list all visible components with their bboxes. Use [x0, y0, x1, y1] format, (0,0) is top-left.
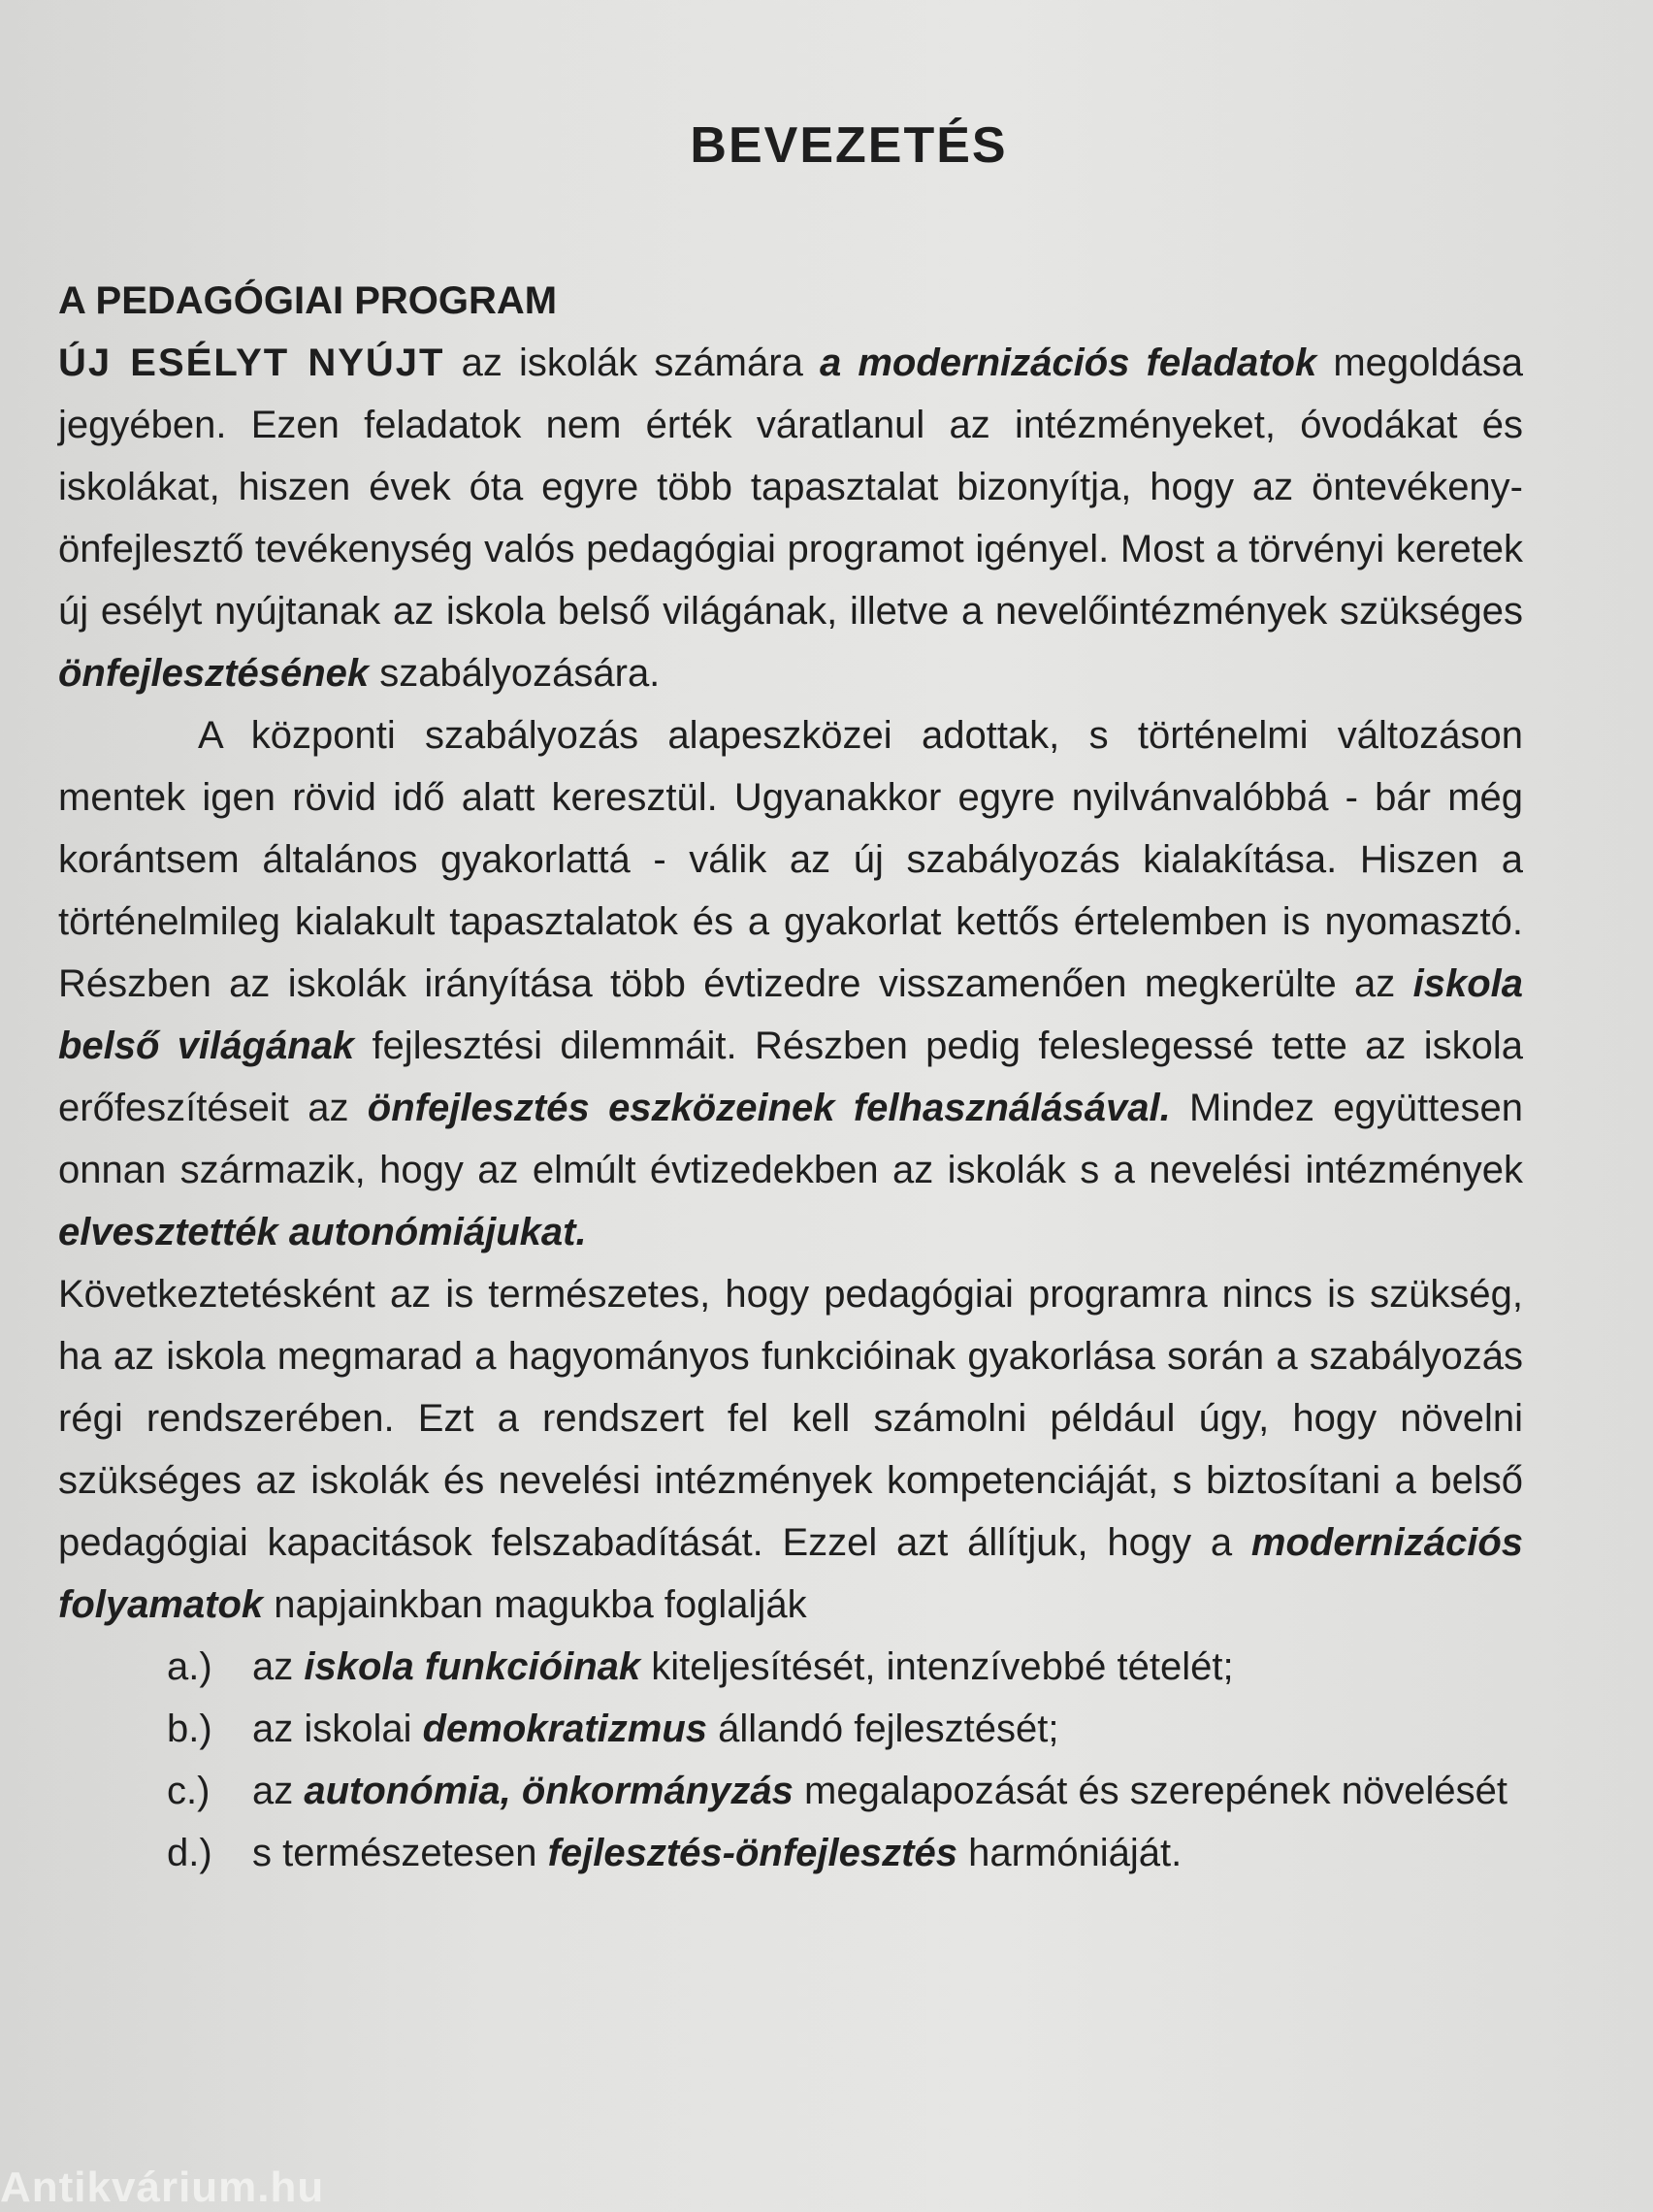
- list-item: [58, 1760, 1523, 1822]
- text-span: napjainkban magukba foglalják: [263, 1583, 807, 1626]
- list-item: [58, 1822, 1523, 1884]
- text-span: fejlesztési dilemmáit. Részben pedig feleslegessé tette az iskola erőfeszítéseit az: [58, 1025, 1523, 1129]
- paragraph-2: [58, 704, 1523, 1263]
- emphasis: önfejlesztésének: [58, 652, 370, 695]
- watermark: Antikvárium.hu: [0, 2163, 325, 2211]
- list-marker: d.): [167, 1832, 212, 1874]
- text-span: Mindez együttesen onnan származik, hogy az elmúlt évtizedekben az iskolák s a nevelési intézmények: [58, 1087, 1523, 1191]
- text-span: A központi szabályozás alapeszközei adottak, s történelmi változáson mentek igen rövid idő alatt keresztül. Ugyanakkor egyre nyilvánvalóbbá - bár még korántsem általános gyakorlattá - válik az új szabályozás kialakítása. Hiszen a történelmileg kialakult tapasztalatok és a gyakorlat kettős értelemben is nyomasztó. Részben az iskolák irányítása több évtizedre visszamenően megkerülte az: [58, 714, 1523, 1005]
- text-span: s természetesen: [252, 1832, 548, 1874]
- emphasis: fejlesztés-önfejlesztés: [547, 1832, 957, 1874]
- emphasis: demokratizmus: [422, 1708, 708, 1750]
- text-span: megalapozását és szerepének növelését: [793, 1770, 1507, 1812]
- text-span: megoldása jegyében. Ezen feladatok nem érték váratlanul az intézményeket, óvodákat és iskolákat, hiszen évek óta egyre több tapasztalat bizonyítja, hogy az öntevékeny-önfejlesztő tevékenység valós pedagógiai programot igényel. Most a törvényi keretek új esélyt nyújtanak az iskola belső világának, illetve a nevelőintézmények szükséges: [58, 342, 1524, 633]
- emphasis: autonómia, önkormányzás: [304, 1770, 794, 1812]
- text-span: harmóniáját.: [956, 1832, 1183, 1874]
- text-span: az: [252, 1770, 305, 1812]
- goals-list: [58, 1636, 1523, 1884]
- text-span: Következtetésként az is természetes, hogy pedagógiai programra nincs is szükség, ha az iskola megmarad a hagyományos funkcióinak gyakorlása során a szabályozás régi rendszerében. Ezt a rendszert fel kell számolni például úgy, hogy növelni szükséges az iskolák és nevelési intézmények kompetenciáját, s biztosítani a belső pedagógiai kapacitások felszabadítását. Ezzel azt állítjuk, hogy a: [58, 1273, 1523, 1564]
- emphasis: iskola belső világának: [58, 962, 1523, 1067]
- text-span: állandó fejlesztését;: [707, 1708, 1059, 1750]
- emphasis: iskola funkcióinak: [304, 1645, 641, 1688]
- lead-text: ÚJ ESÉLYT NYÚJT: [58, 342, 445, 384]
- page: [58, 116, 1523, 1884]
- paragraph-1: [58, 332, 1523, 704]
- text-span: az iskolák számára: [444, 342, 820, 384]
- paragraph-3: [58, 1263, 1523, 1636]
- list-item: [58, 1698, 1523, 1760]
- list-marker: a.): [167, 1645, 212, 1688]
- text-span: szabályozására.: [369, 652, 661, 695]
- section-heading: A PEDAGÓGIAI PROGRAM: [58, 279, 558, 322]
- list-marker: c.): [167, 1770, 211, 1812]
- emphasis: a modernizációs feladatok: [819, 342, 1317, 384]
- emphasis: elvesztették autonómiájukat.: [58, 1211, 587, 1253]
- text-span: az: [252, 1645, 305, 1688]
- emphasis: modernizációs folyamatok: [58, 1521, 1523, 1626]
- emphasis: önfejlesztés eszközeinek felhasználásával.: [367, 1087, 1171, 1129]
- list-marker: b.): [167, 1708, 212, 1750]
- page-title: BEVEZETÉS: [690, 117, 1008, 174]
- text-span: az iskolai: [252, 1708, 423, 1750]
- list-item: [58, 1636, 1523, 1698]
- text-span: kiteljesítését, intenzívebbé tételét;: [640, 1645, 1234, 1688]
